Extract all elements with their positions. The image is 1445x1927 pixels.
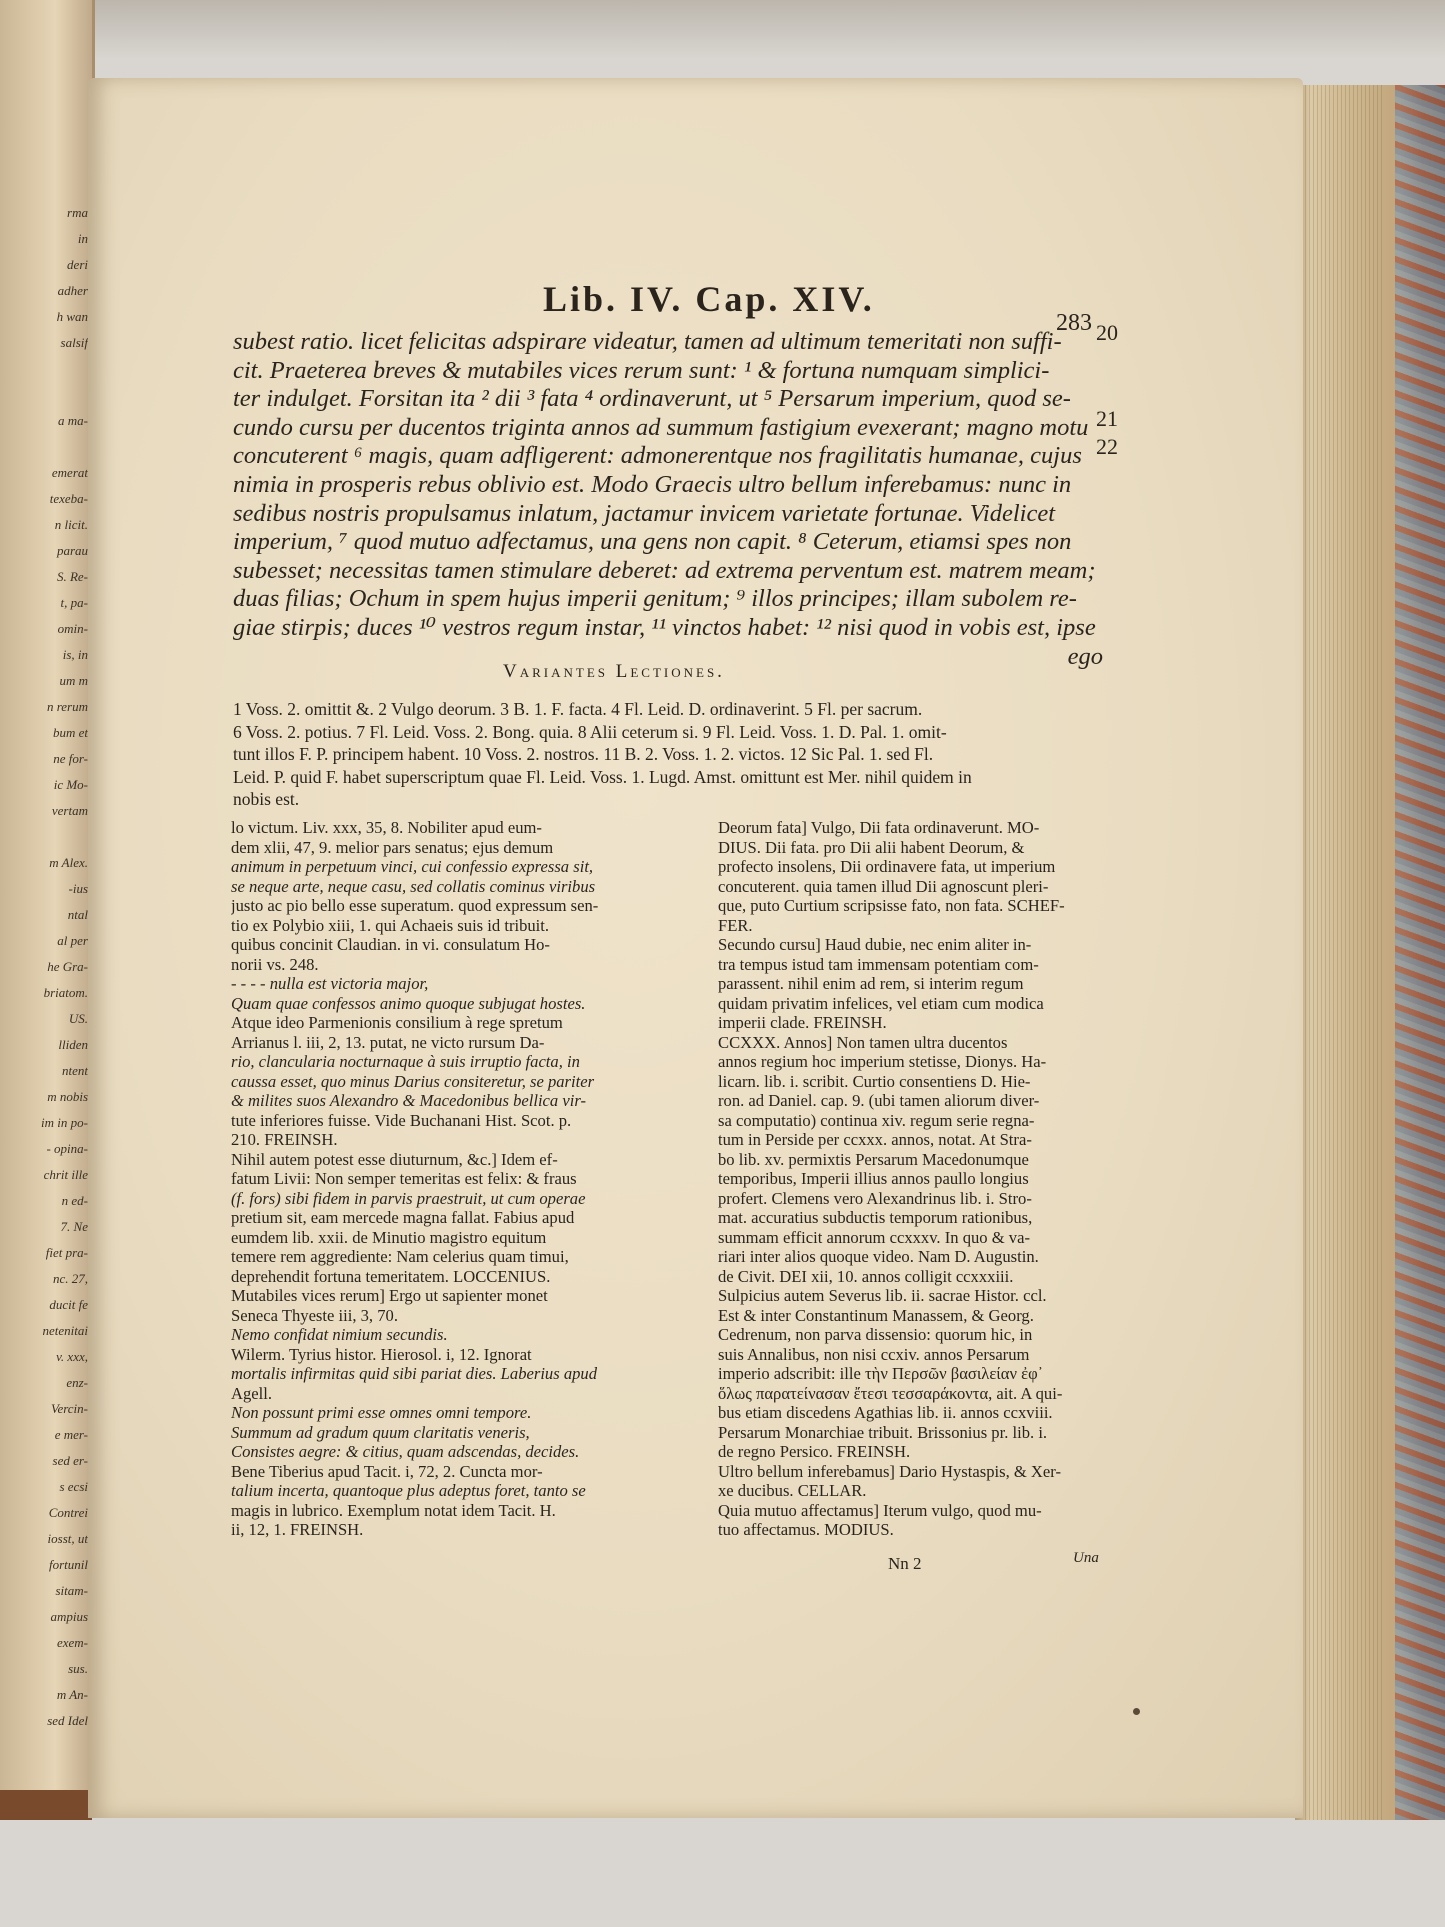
commentary-line: caussa esset, quo minus Darius consiteretur, se pariter	[231, 1071, 595, 1091]
left-page-fragment: adher	[57, 283, 88, 298]
commentary-line: fatum Livii: Non semper temeritas est felix: & fraus	[231, 1169, 577, 1188]
commentary-line: Mutabiles vices rerum] Ergo ut sapienter monet	[231, 1286, 548, 1305]
left-page-fragment: Vercin-	[50, 1401, 88, 1416]
commentary-line: se neque arte, neque casu, sed collatis cominus viribus	[231, 876, 596, 896]
commentary-line: suis Annalibus, non nisi ccxiv. annos Persarum	[718, 1344, 1030, 1364]
commentary-line: & milites suos Alexandro & Macedonibus bellica vir-	[231, 1091, 586, 1110]
commentary-right-column	[718, 818, 1152, 1540]
left-page-fragment: ducit fe	[49, 1297, 88, 1312]
left-page-fragment: ampius	[50, 1609, 88, 1624]
margin-number: 22	[1096, 434, 1118, 459]
commentary-line: - - - - nulla est victoria major,	[231, 974, 429, 993]
commentary-line: profert. Clemens vero Alexandrinus lib. i. Stro-	[718, 1188, 1032, 1208]
main-text-block	[233, 328, 1103, 671]
commentary-line: imperii clade. FREINSH.	[718, 1013, 887, 1032]
commentary-line: deprehendit fortuna temeritatem. LOCCENIUS.	[231, 1266, 551, 1286]
book-page	[88, 78, 1303, 1818]
commentary-line: eumdem lib. xxii. de Minutio magistro equitum	[231, 1227, 547, 1247]
left-page-fragment	[4, 382, 88, 408]
main-text-line: imperium, ⁷ quod mutuo adfectamus, una gens non capit. ⁸ Ceterum, etiamsi spes non	[233, 528, 1072, 556]
commentary-line: Ultro bellum inferebamus] Dario Hystaspis, & Xer-	[718, 1461, 1061, 1481]
left-page-fragment: lliden	[58, 1037, 88, 1052]
left-page-fragment: nc. 27,	[52, 1271, 88, 1286]
left-page-fragment: salsif	[60, 335, 88, 350]
commentary-line: Arrianus l. iii, 2, 13. putat, ne victo rursum Da-	[231, 1032, 545, 1052]
commentary-line: ὅλως παρατείνασαν ἔτεσι τεσσαράκοντα, ait. A qui-	[718, 1383, 1063, 1403]
left-page-fragment: um m	[59, 673, 88, 688]
left-page-fragment: a ma-	[58, 413, 88, 428]
left-page-fragment	[4, 434, 88, 460]
main-text-line: subest ratio. licet felicitas adspirare videatur, tamen ad ultimum temeritati non suffi-	[233, 328, 1062, 355]
left-page-fragment: rma	[67, 205, 88, 220]
left-page-fragment: v. xxx,	[56, 1349, 88, 1364]
main-text-line: subesset; necessitas tamen stimulare deberet: ad extrema perventum est. matrem meam;	[233, 556, 1096, 584]
commentary-line: pretium sit, eam mercede magna fallat. Fabius apud	[231, 1208, 575, 1227]
left-page-fragment: parau	[56, 543, 88, 558]
commentary-line: dem xlii, 47, 9. melior pars senatus; ejus demum	[231, 837, 554, 857]
commentary-line: Deorum fata] Vulgo, Dii fata ordinaverunt. MO-	[718, 818, 1040, 837]
left-page-fragment	[4, 356, 88, 382]
commentary-line: CCXXX. Annos] Non tamen ultra ducentos	[718, 1032, 1008, 1052]
commentary-line: tute inferiores fuisse. Vide Buchanani Hist. Scot. p.	[231, 1110, 572, 1130]
left-cover-binding	[0, 1790, 92, 1820]
left-page-fragment: h wan	[56, 309, 88, 324]
commentary-line: Sulpicius autem Severus lib. ii. sacrae Histor. ccl.	[718, 1286, 1047, 1305]
commentary-line: profecto insolens, Dii ordinavere fata, ut imperium	[718, 857, 1056, 876]
left-page-fragment: - opina-	[46, 1141, 88, 1156]
commentary-line: Secundo cursu] Haud dubie, nec enim aliter in-	[718, 935, 1032, 954]
left-page-fragment: in	[77, 231, 88, 246]
main-text-line: cit. Praeterea breves & mutabiles vices rerum sunt: ¹ & fortuna numquam simplici-	[233, 356, 1050, 384]
left-page-fragment: vertam	[51, 803, 88, 818]
background-shadow	[0, 0, 1445, 60]
variant-line: Leid. P. quid F. habet superscriptum quae Fl. Leid. Voss. 1. Lugd. Amst. omittunt est Mer. nihil quidem in	[233, 766, 972, 787]
left-page-fragment: bum et	[52, 725, 88, 740]
commentary-line: animum in perpetuum vinci, cui confessio expressa sit,	[231, 857, 594, 876]
commentary-line: Nemo confidat nimium secundis.	[231, 1325, 448, 1344]
commentary-line: temporibus, Imperii illius annos paullo longius	[718, 1169, 1029, 1188]
variant-line: tunt illos F. P. principem habent. 10 Voss. 2. nostros. 11 B. 2. Voss. 1. 2. victos. 12 Sic Pal. 1. sed Fl.	[233, 744, 934, 765]
left-page-fragment: chrit ille	[43, 1167, 88, 1182]
left-page-fragment: exem-	[56, 1635, 88, 1650]
left-page-fragment: is, in	[62, 647, 88, 662]
left-page-edge	[0, 0, 95, 1790]
left-page-fragment: sitam-	[55, 1583, 88, 1598]
running-header: Lib. IV. Cap. XIV.	[543, 279, 875, 319]
page-number: 283	[1056, 310, 1092, 336]
commentary-line: ii, 12, 1. FREINSH.	[231, 1520, 364, 1539]
commentary-line: sa computatio) continua xiv. regum serie regna-	[718, 1110, 1035, 1130]
commentary-line: bus etiam discedens Agathias lib. ii. annos ccxviii.	[718, 1403, 1053, 1422]
left-page-fragment: s ecsi	[59, 1479, 88, 1494]
main-text-line: sedibus nostris propulsamus inlatum, jactamur invicem varietate fortunae. Videlicet	[233, 499, 1056, 527]
left-page-text-fragments	[4, 200, 88, 1734]
left-page-fragment: 7. Ne	[60, 1219, 88, 1234]
left-page-fragment: iosst, ut	[47, 1531, 88, 1546]
commentary-line: Summum ad gradum quum claritatis veneris,	[231, 1422, 530, 1442]
variant-line: 1 Voss. 2. omittit &. 2 Vulgo deorum. 3 B. 1. F. facta. 4 Fl. Leid. D. ordinaverint. 5 Fl. per sacrum.	[233, 699, 923, 719]
left-page-fragment: m nobis	[47, 1089, 88, 1104]
commentary-line: Quam quae confessos animo quoque subjugat hostes.	[231, 993, 586, 1013]
left-page-fragment: sed Idel	[47, 1713, 88, 1728]
commentary-line: summam efficit annorum ccxxxv. In quo & va-	[718, 1227, 1030, 1247]
left-page-fragment: ntent	[62, 1063, 88, 1078]
left-page-fragment: im in po-	[41, 1115, 88, 1130]
commentary-line: lo victum. Liv. xxx, 35, 8. Nobiliter apud eum-	[231, 818, 542, 837]
catchword: Una	[1073, 1550, 1099, 1566]
commentary-line: licarn. lib. i. scribit. Curtio consentiens D. Hie-	[718, 1071, 1031, 1091]
commentary-line: Bene Tiberius apud Tacit. i, 72, 2. Cuncta mor-	[231, 1461, 543, 1481]
commentary-line: que, puto Curtium scripsisse fato, non fata. SCHEF-	[718, 896, 1065, 915]
commentary-line: talium incerta, quantoque plus adeptus foret, tanto se	[231, 1481, 586, 1500]
left-page-fragment: e mer-	[54, 1427, 88, 1442]
left-page-fragment: m An-	[56, 1687, 88, 1702]
book-fore-edge	[1295, 85, 1445, 1820]
left-page-fragment: n rerum	[46, 699, 88, 714]
commentary-line: Cedrenum, non parva dissensio: quorum hic, in	[718, 1325, 1033, 1344]
left-page-fragment: Contrei	[48, 1505, 88, 1520]
commentary-line: imperio adscribit: ille τὴν Περσῶν βασιλείαν ἐφ᾽	[718, 1364, 1044, 1383]
variant-line: nobis est.	[233, 789, 300, 810]
commentary-line: Quia mutuo affectamus] Iterum vulgo, quod mu-	[718, 1500, 1042, 1520]
left-page-fragment: ntal	[67, 907, 88, 922]
main-text-line: cundo cursu per ducentos triginta annos ad summum fastigium evexerant; magno motu	[233, 413, 1089, 441]
left-page-fragment: n licit.	[54, 517, 88, 532]
main-text-line: giae stirpis; duces ¹⁰ vestros regum instar, ¹¹ vinctos habet: ¹² nisi quod in vobis est, ipse	[233, 613, 1096, 641]
page-stack-lines	[1305, 85, 1385, 1820]
paper-spot	[1133, 1708, 1140, 1715]
commentary-line: (f. fors) sibi fidem in parvis praestruit, ut cum operae	[231, 1188, 586, 1208]
left-page-fragment: fortunil	[48, 1557, 88, 1572]
commentary-line: de Civit. DEI xii, 10. annos colligit ccxxxiii.	[718, 1266, 1014, 1286]
commentary-line: DIUS. Dii fata. pro Dii alii habent Deorum, &	[718, 837, 1025, 857]
left-page-fragment: texeba-	[49, 491, 88, 506]
left-page-fragment: n ed-	[61, 1193, 88, 1208]
commentary-line: Atque ideo Parmenionis consilium à rege spretum	[231, 1013, 563, 1032]
left-page-fragment: deri	[67, 257, 88, 272]
commentary-line: mortalis infirmitas quid sibi pariat dies. Laberius apud	[231, 1364, 598, 1383]
left-page-fragment: al per	[57, 933, 88, 948]
left-page-fragment: t, pa-	[60, 595, 88, 610]
commentary-line: ron. ad Daniel. cap. 9. (ubi tamen aliorum diver-	[718, 1091, 1040, 1110]
left-page-fragment: fiet pra-	[45, 1245, 88, 1260]
variant-readings	[233, 698, 1113, 811]
commentary-line: concuterent. quia tamen illud Dii agnoscunt pleri-	[718, 876, 1049, 896]
left-page-fragment: ne for-	[53, 751, 88, 766]
left-page-fragment: S. Re-	[56, 569, 88, 584]
commentary-line: xe ducibus. CELLAR.	[718, 1481, 867, 1500]
left-page-fragment	[4, 824, 88, 850]
commentary-line: temere rem aggrediente: Nam celerius quam timui,	[231, 1247, 569, 1266]
commentary-line: tio ex Polybio xiii, 1. qui Achaeis suis id tribuit.	[231, 915, 550, 935]
variant-line: 6 Voss. 2. potius. 7 Fl. Leid. Voss. 2. Bong. quia. 8 Alii ceterum si. 9 Fl. Leid. Voss. 1. D. Pal. 1. omit-	[233, 721, 947, 742]
commentary-line: 210. FREINSH.	[231, 1130, 338, 1149]
commentary-line: magis in lubrico. Exemplum notat idem Tacit. H.	[231, 1500, 556, 1520]
commentary-line: mat. accuratius subductis temporum rationibus,	[718, 1208, 1033, 1227]
commentary-line: rio, clancularia nocturnaque à suis irruptio facta, in	[231, 1052, 580, 1071]
commentary-line: parassent. nihil enim ad rem, si interim regum	[718, 974, 1024, 993]
commentary-line: Non possunt primi esse omnes omni tempore.	[231, 1403, 532, 1422]
left-page-fragment: sus.	[68, 1661, 88, 1676]
main-text-line: duas filias; Ochum in spem hujus imperii genitum; ⁹ illos principes; illam subolem re-	[233, 585, 1077, 613]
commentary-line: tum in Perside per ccxxx. annos, notat. At Stra-	[718, 1130, 1032, 1149]
commentary-left-column	[231, 818, 665, 1540]
commentary-line: bo lib. xv. permixtis Persarum Macedonumque	[718, 1149, 1029, 1169]
commentary-line: Seneca Thyeste iii, 3, 70.	[231, 1305, 398, 1325]
commentary-line: tra tempus istud tam immensam potentiam com-	[718, 954, 1039, 974]
left-page-fragment: emerat	[51, 465, 88, 480]
margin-number: 20	[1096, 320, 1118, 345]
commentary-line: Est & inter Constantinum Manassem, & Georg.	[718, 1305, 1034, 1325]
left-page-fragment: m Alex.	[49, 855, 88, 870]
left-page-fragment: netenitai	[42, 1323, 88, 1338]
commentary-line: annos regium hoc imperium stetisse, Dionys. Ha-	[718, 1052, 1047, 1071]
commentary-line: justo ac pio bello esse superatum. quod expressum sen-	[231, 896, 599, 915]
commentary-line: Agell.	[231, 1383, 273, 1403]
margin-number: 21	[1096, 406, 1118, 431]
left-page-fragment: enz-	[66, 1375, 88, 1390]
marbled-edge	[1395, 85, 1445, 1820]
commentary-line: Wilerm. Tyrius histor. Hierosol. i, 12. Ignorat	[231, 1344, 532, 1364]
commentary-line: norii vs. 248.	[231, 954, 319, 974]
commentary-line: riari inter alios quoque video. Nam D. Augustin.	[718, 1247, 1039, 1266]
left-page-fragment: he Gra-	[47, 959, 88, 974]
commentary-line: FER.	[718, 915, 753, 935]
main-text-line: concuterent ⁶ magis, quam adfligerent: admonerentque nos fragilitatis humanae, cujus	[233, 442, 1082, 470]
commentary-line: Persarum Monarchiae tribuit. Brissonius pr. lib. i.	[718, 1422, 1048, 1442]
variants-heading: Variantes Lectiones.	[503, 661, 725, 682]
main-text-line: nimia in prosperis rebus oblivio est. Modo Graecis ultro bellum inferebamus: nunc in	[233, 470, 1072, 498]
signature-mark: Nn 2	[888, 1554, 922, 1573]
left-page-fragment: sed er-	[52, 1453, 88, 1468]
left-page-fragment: briatom.	[43, 985, 88, 1000]
commentary-line: quibus concinit Claudian. in vi. consulatum Ho-	[231, 935, 550, 954]
commentary-line: tuo affectamus. MODIUS.	[718, 1520, 894, 1539]
left-page-fragment: ic Mo-	[53, 777, 88, 792]
commentary-line: de regno Persico. FREINSH.	[718, 1442, 911, 1461]
commentary-line: Consistes aegre: & citius, quam adscendas, decides.	[231, 1442, 580, 1461]
main-text-line: ego	[1067, 642, 1103, 670]
commentary-line: Nihil autem potest esse diuturnum, &c.] Idem ef-	[231, 1149, 558, 1169]
main-text-line: ter indulget. Forsitan ita ² dii ³ fata ⁴ ordinaverunt, ut ⁵ Persarum imperium, quod se-	[233, 385, 1071, 413]
left-page-fragment: US.	[68, 1011, 88, 1026]
left-page-fragment: omin-	[57, 621, 88, 636]
left-page-fragment: -ius	[68, 881, 88, 896]
commentary-line: quidam privatim infelices, vel etiam cum modica	[718, 993, 1044, 1013]
